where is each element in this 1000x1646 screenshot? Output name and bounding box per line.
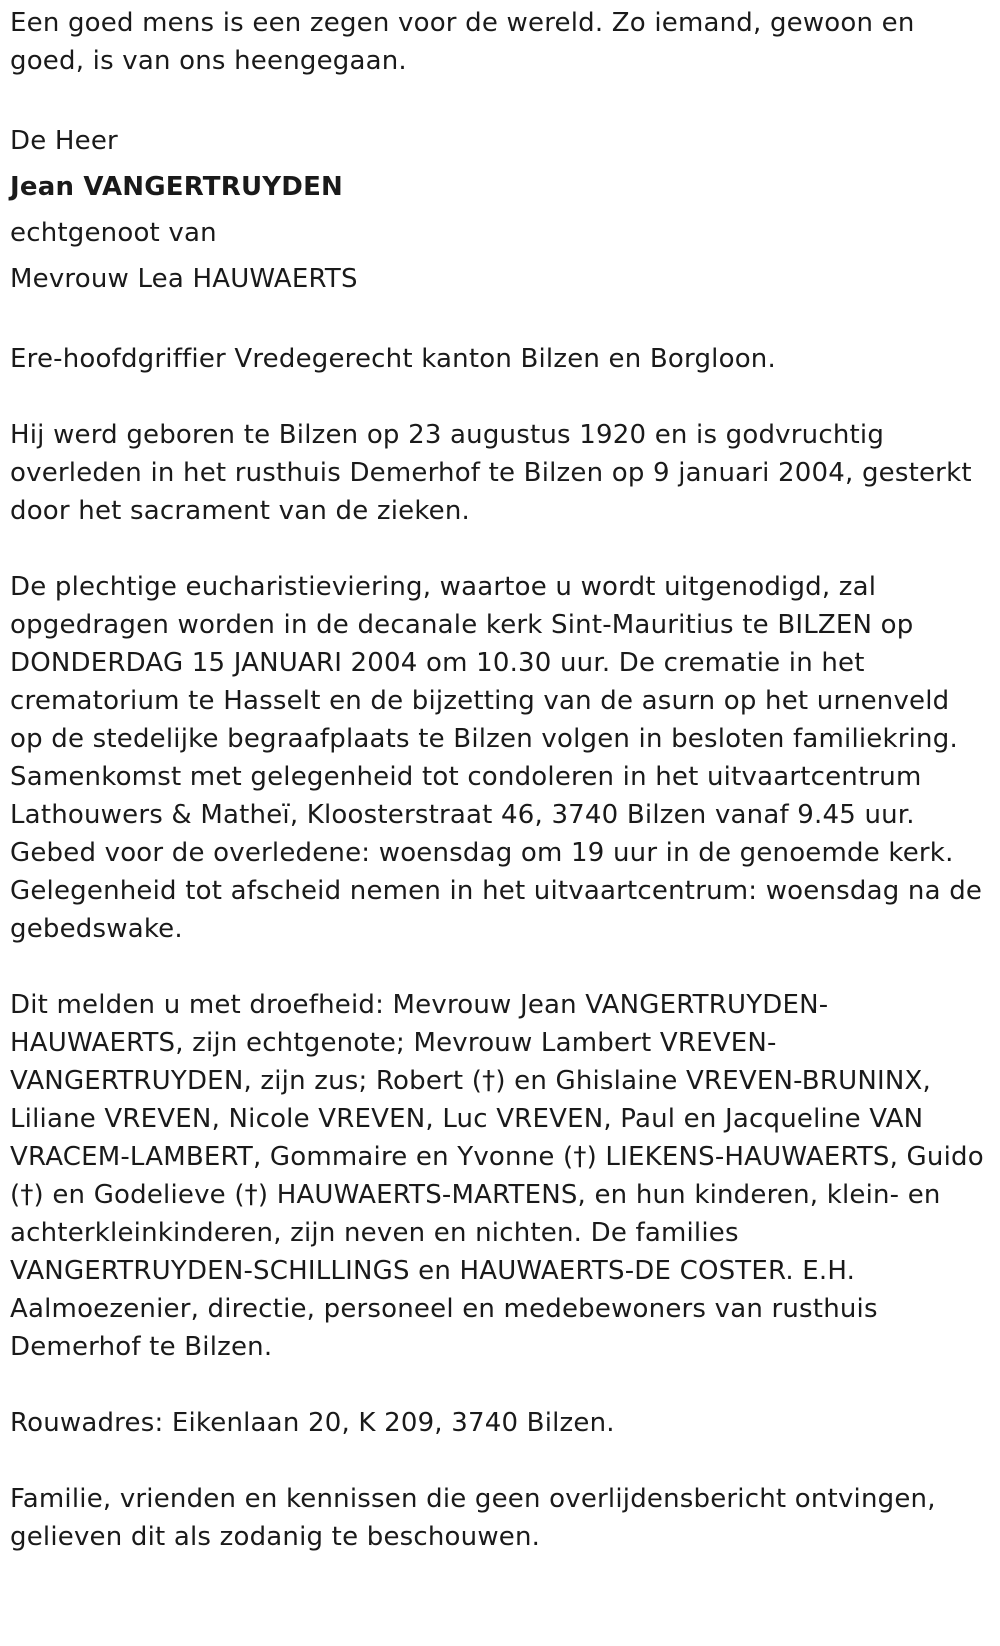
spacer	[10, 1366, 985, 1404]
relation-label: echtgenoot van	[10, 218, 217, 248]
ceremony-paragraph: De plechtige eucharistieviering, waartoe u wordt uitgenodigd, zal opgedragen worden in de decanale kerk Sint-Mauritius te BILZEN op DONDERDAG 15 JANUARI 2004 om 10.30 uur. De crematie in het crematorium te Hasselt en de bijzetting van de asurn op het urnenveld op de stedelijke begraafplaats te Bilzen volgen in besloten familiekring. Samenkomst met gelegenheid tot condoleren in het uitvaartcentrum Lathouwers & Matheï, Kloosterstraat 46, 3740 Bilzen vanaf 9.45 uur. Gebed voor de overledene: woensdag om 19 uur in de genoemde kerk. Gelegenheid tot afscheid nemen in het uitvaartcentrum: woensdag na de gebedswake.	[10, 572, 983, 944]
spacer	[10, 530, 985, 568]
spacer	[10, 80, 985, 118]
name-block	[10, 118, 985, 302]
spacer	[10, 1442, 985, 1480]
intro-paragraph: Een goed mens is een zegen voor de wereld. Zo iemand, gewoon en goed, is van ons heengegaan.	[10, 8, 915, 76]
birth-death-paragraph: Hij werd geboren te Bilzen op 23 augustus 1920 en is godvruchtig overleden in het rusthuis Demerhof te Bilzen op 9 januari 2004, gesterkt door het sacrament van de zieken.	[10, 420, 972, 526]
address-paragraph: Rouwadres: Eikenlaan 20, K 209, 3740 Bilzen.	[10, 1408, 615, 1438]
spacer	[10, 948, 985, 986]
honorific: De Heer	[10, 126, 118, 156]
spacer	[10, 378, 985, 416]
family-paragraph: Dit melden u met droefheid: Mevrouw Jean VANGERTRUYDEN-HAUWAERTS, zijn echtgenote; Mevrouw Lambert VREVEN-VANGERTRUYDEN, zijn zus; Robert (†) en Ghislaine VREVEN-BRUNINX, Liliane VREVEN, Nicole VREVEN, Luc VREVEN, Paul en Jacqueline VAN VRACEM-LAMBERT, Gommaire en Yvonne (†) LIEKENS-HAUWAERTS, Guido (†) en Godelieve (†) HAUWAERTS-MARTENS, en hun kinderen, klein- en achterkleinkinderen, zijn neven en nichten. De families VANGERTRUYDEN-SCHILLINGS en HAUWAERTS-DE COSTER. E.H. Aalmoezenier, directie, personeel en medebewoners van rusthuis Demerhof te Bilzen.	[10, 990, 984, 1362]
title-paragraph: Ere-hoofdgriffier Vredegerecht kanton Bilzen en Borgloon.	[10, 344, 776, 374]
deceased-name: Jean VANGERTRUYDEN	[10, 172, 344, 202]
spouse-name: Mevrouw Lea HAUWAERTS	[10, 264, 358, 294]
obituary-document	[10, 4, 985, 1556]
spacer	[10, 302, 985, 340]
closing-paragraph: Familie, vrienden en kennissen die geen overlijdensbericht ontvingen, gelieven dit als zodanig te beschouwen.	[10, 1484, 936, 1552]
